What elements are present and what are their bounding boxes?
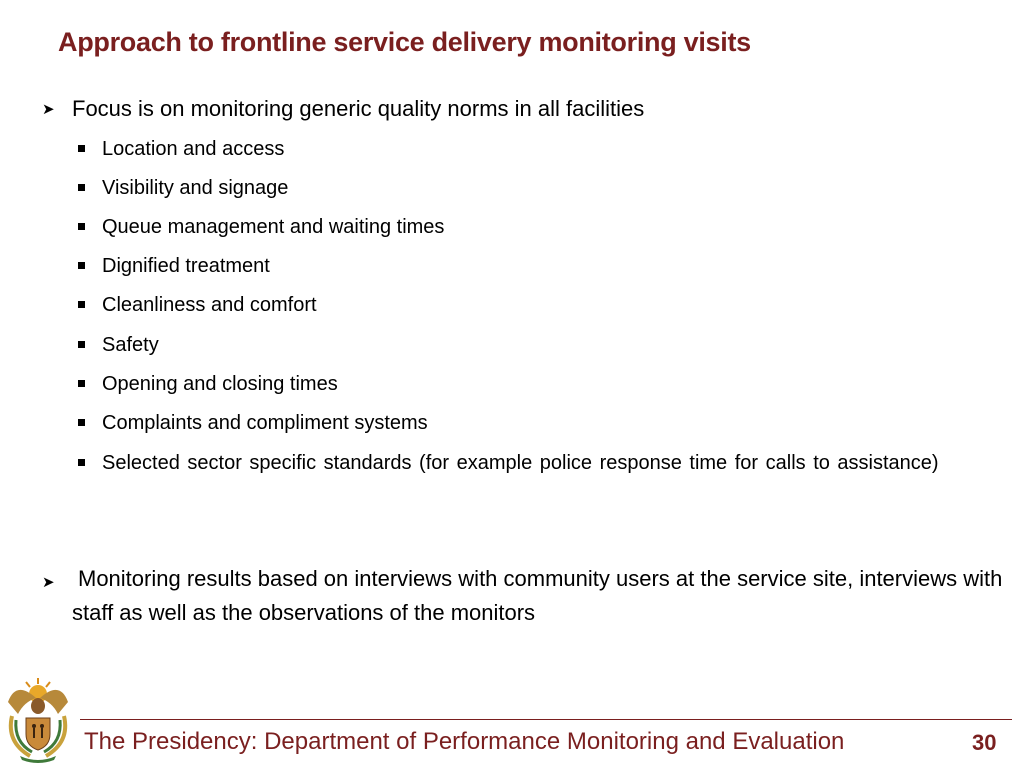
square-bullet-icon — [78, 184, 85, 191]
page-number: 30 — [972, 730, 997, 755]
arrow-bullet-icon: ➤ — [42, 101, 55, 118]
square-bullet-icon — [78, 223, 85, 230]
sub-bullet-text: Dignified treatment — [102, 255, 270, 277]
arrow-bullet-icon: ➤ — [42, 574, 55, 591]
sub-bullet-text: Complaints and compliment systems — [102, 412, 428, 434]
square-bullet-icon — [78, 301, 85, 308]
square-bullet-icon — [78, 380, 85, 387]
sub-bullet-text: Cleanliness and comfort — [102, 294, 317, 316]
sub-bullet-text: Selected sector specific standards (for example police response time for calls to assistance) — [102, 452, 939, 474]
square-bullet-icon — [78, 459, 85, 466]
footer-divider — [80, 719, 1012, 720]
bullet-monitoring-text: Monitoring results based on interviews with community users at the service site, interviews with staff as well as the observations of the monitors — [72, 566, 1003, 625]
sub-bullet-text: Visibility and signage — [102, 177, 289, 199]
footer-organization: The Presidency: Department of Performance Monitoring and Evaluation — [84, 728, 845, 755]
sub-bullet-text: Safety — [102, 334, 159, 356]
square-bullet-icon — [78, 341, 85, 348]
coat-of-arms-logo — [2, 672, 74, 764]
slide-title: Approach to frontline service delivery monitoring visits — [58, 27, 751, 57]
square-bullet-icon — [78, 419, 85, 426]
bullet-focus-text: Focus is on monitoring generic quality norms in all facilities — [72, 96, 645, 121]
sub-bullet-text: Opening and closing times — [102, 373, 338, 395]
square-bullet-icon — [78, 145, 85, 152]
square-bullet-icon — [78, 262, 85, 269]
sub-bullet-text: Queue management and waiting times — [102, 216, 445, 238]
sub-bullet-text: Location and access — [102, 138, 285, 160]
